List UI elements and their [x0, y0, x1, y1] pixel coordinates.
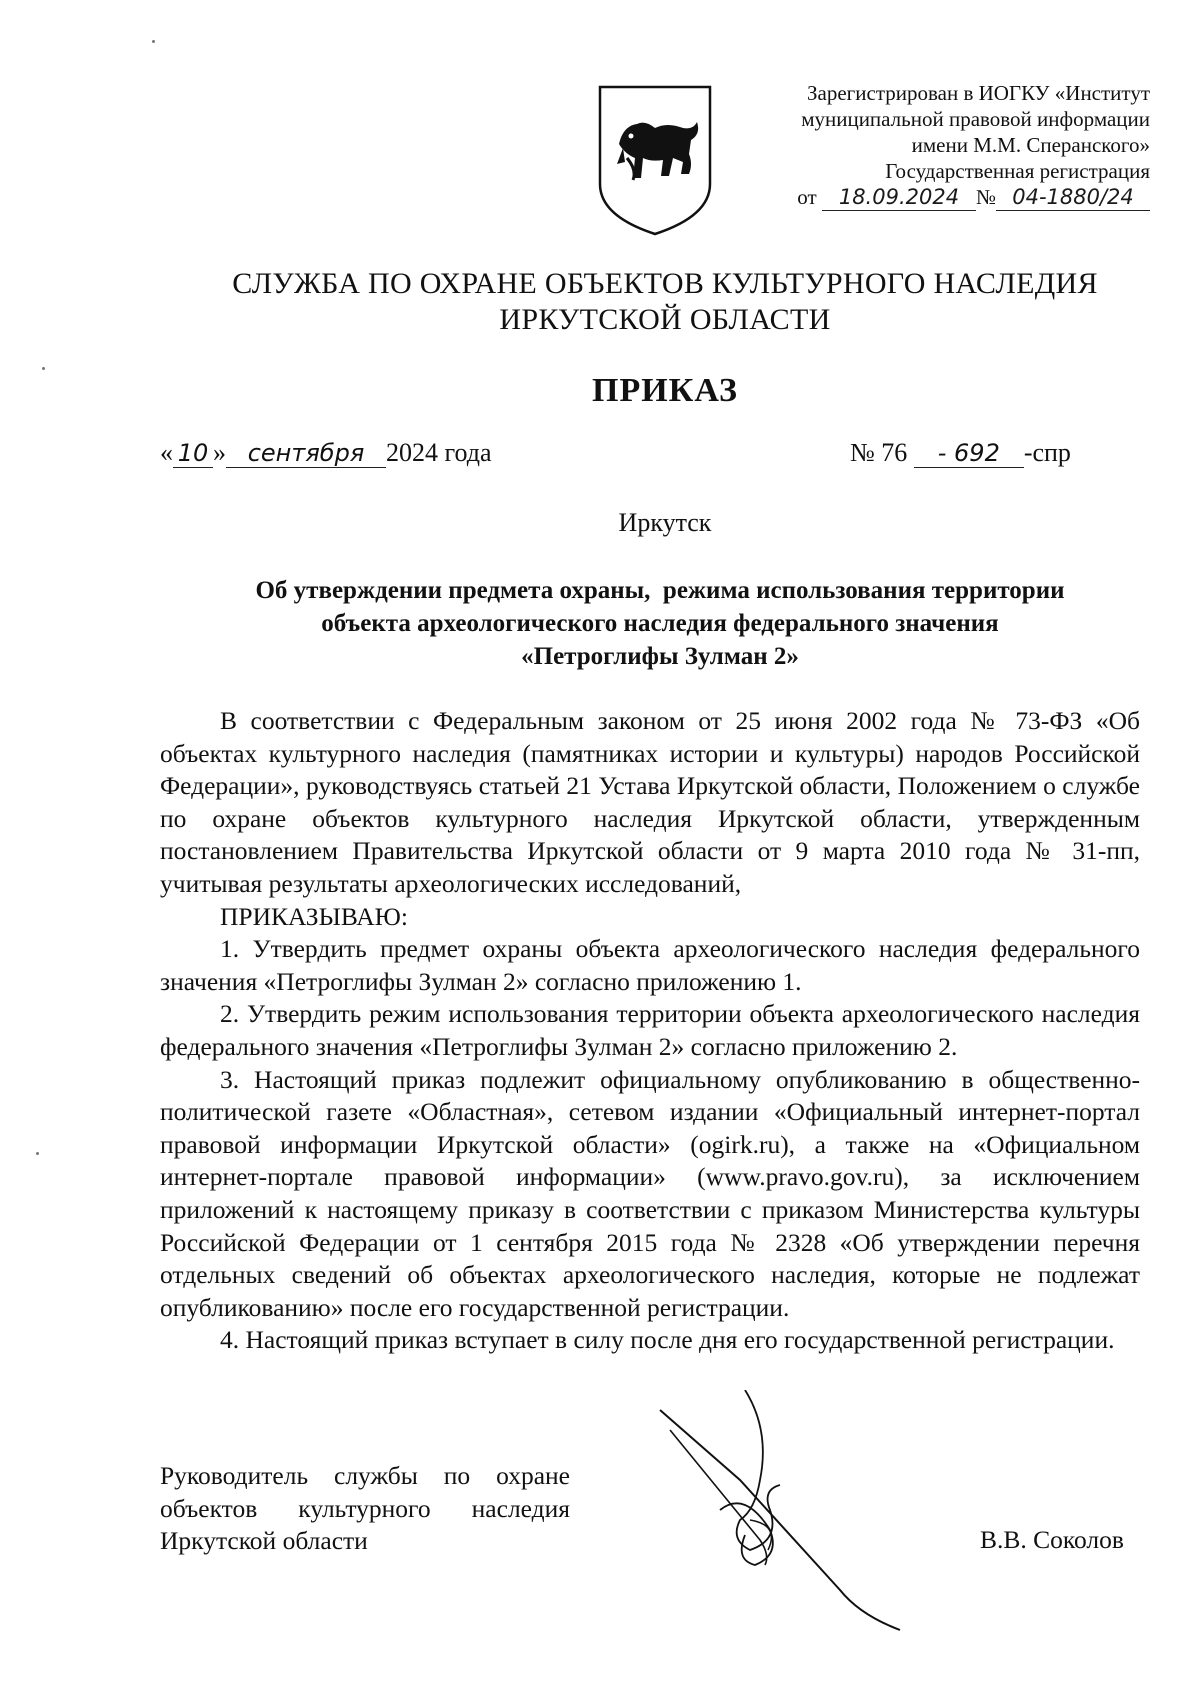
order-date-quote-open: «: [160, 438, 173, 467]
signatory-line-2: объектов культурного наследия: [160, 1493, 570, 1523]
order-item-1: 1. Утвердить предмет охраны объекта археологического наследия федерального значения «Петроглифы Зулман 2» согласно приложению 1.: [160, 934, 1140, 996]
registration-line-3: имени М.М. Сперанского»: [911, 133, 1150, 157]
order-word: ПРИКАЗЫВАЮ:: [220, 901, 408, 931]
registration-number: 04-1880/24: [996, 184, 1150, 211]
registration-number-label: №: [975, 185, 996, 209]
order-date-quote-close: »: [213, 438, 226, 467]
registration-stamp: [720, 80, 1150, 211]
agency-heading: [0, 266, 1200, 338]
order-body: [160, 705, 1140, 1357]
order-item-3: 3. Настоящий приказ подлежит официальному опубликованию в общественно-политической газете «Областная», сетевом издании «Официальный интернет-портал правовой информации Иркутской области» (ogirk.ru), а также на «Официальном интернет-портале правовой информации» (www.pravo.gov.ru), за исключением приложений к настоящему приказу в соответствии с приказом Министерства культуры Российской Федерации от 1 сентября 2015 года № 2328 «Об утверждении перечня отдельных сведений об объектах археологического наследия, которые не подлежат опубликованию» после его государственной регистрации.: [160, 1064, 1140, 1322]
signatory-name: В.В. Соколов: [980, 1525, 1124, 1554]
order-month: сентября: [226, 439, 386, 468]
order-day: 10: [173, 439, 213, 468]
signatory-position: [160, 1460, 570, 1558]
handwritten-signature: [650, 1390, 950, 1640]
subject-line-3: «Петроглифы Зулман 2»: [521, 643, 799, 670]
registration-line-1: Зарегистрирован в ИОГКУ «Институт: [806, 81, 1150, 105]
registration-line-4: Государственная регистрация: [885, 159, 1150, 183]
signatory-line-3: Иркутской области: [160, 1526, 368, 1556]
agency-line-1: СЛУЖБА ПО ОХРАНЕ ОБЪЕКТОВ КУЛЬТУРНОГО НАСЛЕДИЯ: [232, 267, 1098, 300]
preamble-paragraph: В соответствии с Федеральным законом от 25 июня 2002 года № 73-ФЗ «Об объектах культурного наследия (памятниках истории и культуры) народов Российской Федерации», руководствуясь статьей 21 Устава Иркутской области, Положением о службе по охране объектов культурного наследия Иркутской области, утвержденным постановлением Правительства Иркутской области от 9 марта 2010 года № 31-пп, учитывая результаты археологических исследований,: [160, 706, 1140, 898]
order-date: [160, 438, 492, 468]
order-year: 2024 года: [386, 438, 492, 467]
order-item-2: 2. Утвердить режим использования территории объекта археологического наследия федерального значения «Петроглифы Зулман 2» согласно приложению 2.: [160, 999, 1140, 1061]
order-number: [850, 438, 1071, 468]
registration-line-2: муниципальной правовой информации: [801, 107, 1150, 131]
scan-speck: [152, 40, 155, 43]
scan-speck: [42, 367, 45, 370]
registration-date: 18.09.2024: [822, 184, 976, 211]
scan-speck: [36, 1152, 39, 1155]
subject-line-2: объекта археологического наследия федерального значения: [321, 610, 999, 637]
registration-date-line: [720, 184, 1150, 211]
city-name: Иркутск: [618, 508, 712, 537]
order-number-suffix: -спр: [1023, 438, 1071, 467]
order-item-4: 4. Настоящий приказ вступает в силу после дня его государственной регистрации.: [220, 1325, 1115, 1355]
agency-line-2: ИРКУТСКОЙ ОБЛАСТИ: [499, 303, 831, 336]
order-number-prefix: № 76: [850, 438, 908, 467]
registration-prefix: от: [797, 185, 817, 209]
signatory-line-1: Руководитель службы по охране: [160, 1461, 570, 1490]
order-subject: [150, 574, 1170, 673]
document-type-title: ПРИКАЗ: [592, 372, 738, 409]
coat-of-arms-emblem: [597, 84, 713, 236]
subject-line-1: Об утверждении предмета охраны, режима использования территории: [255, 577, 1065, 604]
order-number-value: - 692: [914, 439, 1024, 468]
